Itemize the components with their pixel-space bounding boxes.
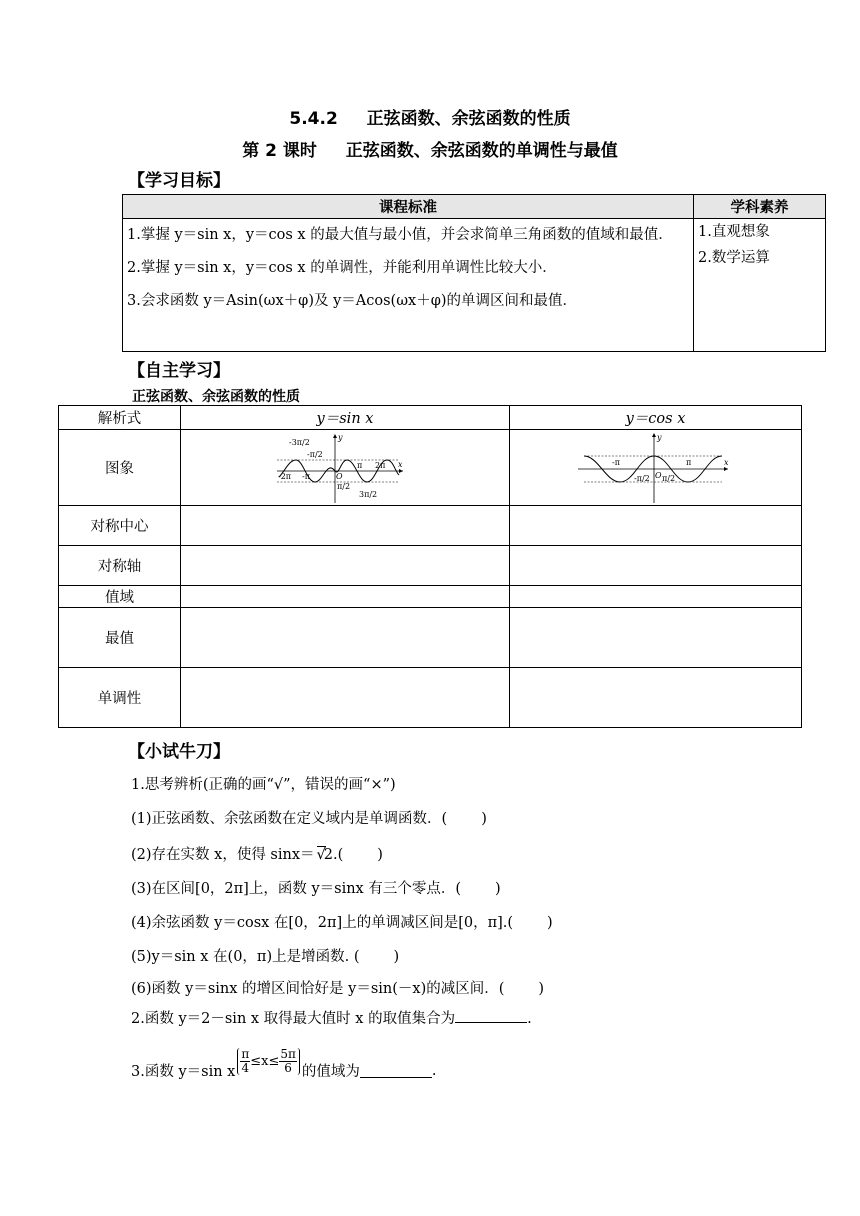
col-expression: 解析式 (59, 406, 181, 430)
cos-symmetry-axis-cell (510, 546, 802, 586)
section-self-study: 【自主学习】 (128, 361, 230, 381)
cos-expression: y＝cos x (625, 411, 686, 427)
question-2: 2.函数 y＝2－sin x 取得最大值时 x 的取值集合为 . (131, 1007, 532, 1028)
sin-graph (275, 431, 415, 505)
literacy-2: 2.数学运算 (698, 250, 770, 266)
label-y: y (656, 432, 662, 442)
cos-symmetry-center-cell (510, 506, 802, 546)
question-1-4: (4)余弦函数 y＝cosx 在[0，2π]上的单调减区间是[0，π].( ) (131, 915, 553, 931)
col-sin (181, 406, 510, 430)
sin-monotonicity-cell (181, 668, 510, 728)
question-3: 3.函数 y＝sin x $\frac{\pi}{4}$ ≤x≤ $\frac{5\pi}{6}$ 的值域为 . (131, 1047, 437, 1080)
question-1-5: (5)y＝sin x 在(0，π)上是增函数. ( ) (131, 949, 400, 965)
question-1-6: (6)函数 y＝sinx 的增区间恰好是 y＝sin(－x)的减区间．( ) (131, 981, 545, 997)
label-neg-pi: -π (302, 471, 310, 481)
row-symmetry-axis-label: 对称轴 (59, 546, 181, 586)
label-pi-2: π/2 (661, 473, 675, 483)
row-graph-label: 图象 (59, 430, 181, 506)
question-1-2: (2)存在实数 x，使得 sinx＝ √2.( ) (131, 847, 383, 863)
literacy-1: 1.直观想象 (698, 224, 770, 240)
label-neg-2pi: -2π (278, 471, 292, 481)
cos-monotonicity-cell (510, 668, 802, 728)
sin-range-cell (181, 586, 510, 608)
standard-2: 2.掌握 y＝sin x，y＝cos x 的单调性，并能利用单调性比较大小． (127, 260, 557, 276)
answer-blank-3[interactable] (360, 1063, 432, 1078)
sin-extremum-cell (181, 608, 510, 668)
label-pi-2: π/2 (337, 481, 351, 491)
label-y: y (338, 432, 343, 442)
answer-blank-2[interactable] (455, 1008, 527, 1023)
row-symmetry-center-label: 对称中心 (59, 506, 181, 546)
question-1-3: (3)在区间[0，2π]上，函数 y＝sinx 有三个零点．( ) (131, 881, 501, 897)
question-1-1: (1)正弦函数、余弦函数在定义域内是单调函数．( ) (131, 811, 487, 827)
properties-table (58, 405, 802, 728)
standard-1: 1.掌握 y＝sin x，y＝cos x 的最大值与最小值，并会求简单三角函数的值域和最值． (127, 227, 673, 243)
question-1: 1.思考辨析(正确的画“√”，错误的画“×”) (131, 777, 396, 793)
learning-goals-table (122, 194, 826, 352)
sin-symmetry-center-cell (181, 506, 510, 546)
sin-expression: y＝sin x (316, 411, 374, 427)
cos-graph-cell (510, 430, 802, 506)
sin-graph-cell (181, 430, 510, 506)
label-pi: π (357, 460, 363, 470)
label-neg-pi-2: -π/2 (307, 449, 323, 459)
row-extremum-label: 最值 (59, 608, 181, 668)
label-neg-pi: -π (611, 457, 620, 467)
title-1: 5.4.2 正弦函数、余弦函数的性质 (289, 109, 571, 129)
subject-literacy-cell (694, 219, 826, 352)
header-curriculum-standard: 课程标准 (123, 195, 694, 219)
label-origin: O (654, 470, 662, 480)
label-3pi-2: 3π/2 (359, 489, 378, 499)
row-monotonicity-label: 单调性 (59, 668, 181, 728)
curriculum-standard-cell (123, 219, 694, 352)
cos-range-cell (510, 586, 802, 608)
label-neg-pi-2: -π/2 (633, 473, 650, 483)
label-2pi: 2π (375, 460, 386, 470)
label-x: x (723, 457, 729, 467)
label-pi: π (685, 457, 691, 467)
label-x: x (398, 459, 403, 469)
cos-extremum-cell (510, 608, 802, 668)
row-range-label: 值域 (59, 586, 181, 608)
cos-graph (576, 431, 736, 505)
header-subject-literacy: 学科素养 (694, 195, 826, 219)
section-learning-goals: 【学习目标】 (128, 171, 230, 191)
standard-3: 3.会求函数 y＝Asin(ωx＋φ)及 y＝Acos(ωx＋φ)的单调区间和最值． (127, 293, 578, 309)
subsection-properties: 正弦函数、余弦函数的性质 (132, 389, 300, 405)
sin-symmetry-axis-cell (181, 546, 510, 586)
domain-condition: $\frac{\pi}{4}$ ≤x≤ $\frac{5\pi}{6}$ (237, 1048, 300, 1075)
section-quick-try: 【小试牛刀】 (128, 742, 230, 762)
title-2: 第 2 课时 正弦函数、余弦函数的单调性与最值 (242, 141, 618, 161)
col-cos (510, 406, 802, 430)
label-neg-3pi-2: -3π/2 (289, 437, 310, 447)
label-origin: O (336, 471, 343, 481)
